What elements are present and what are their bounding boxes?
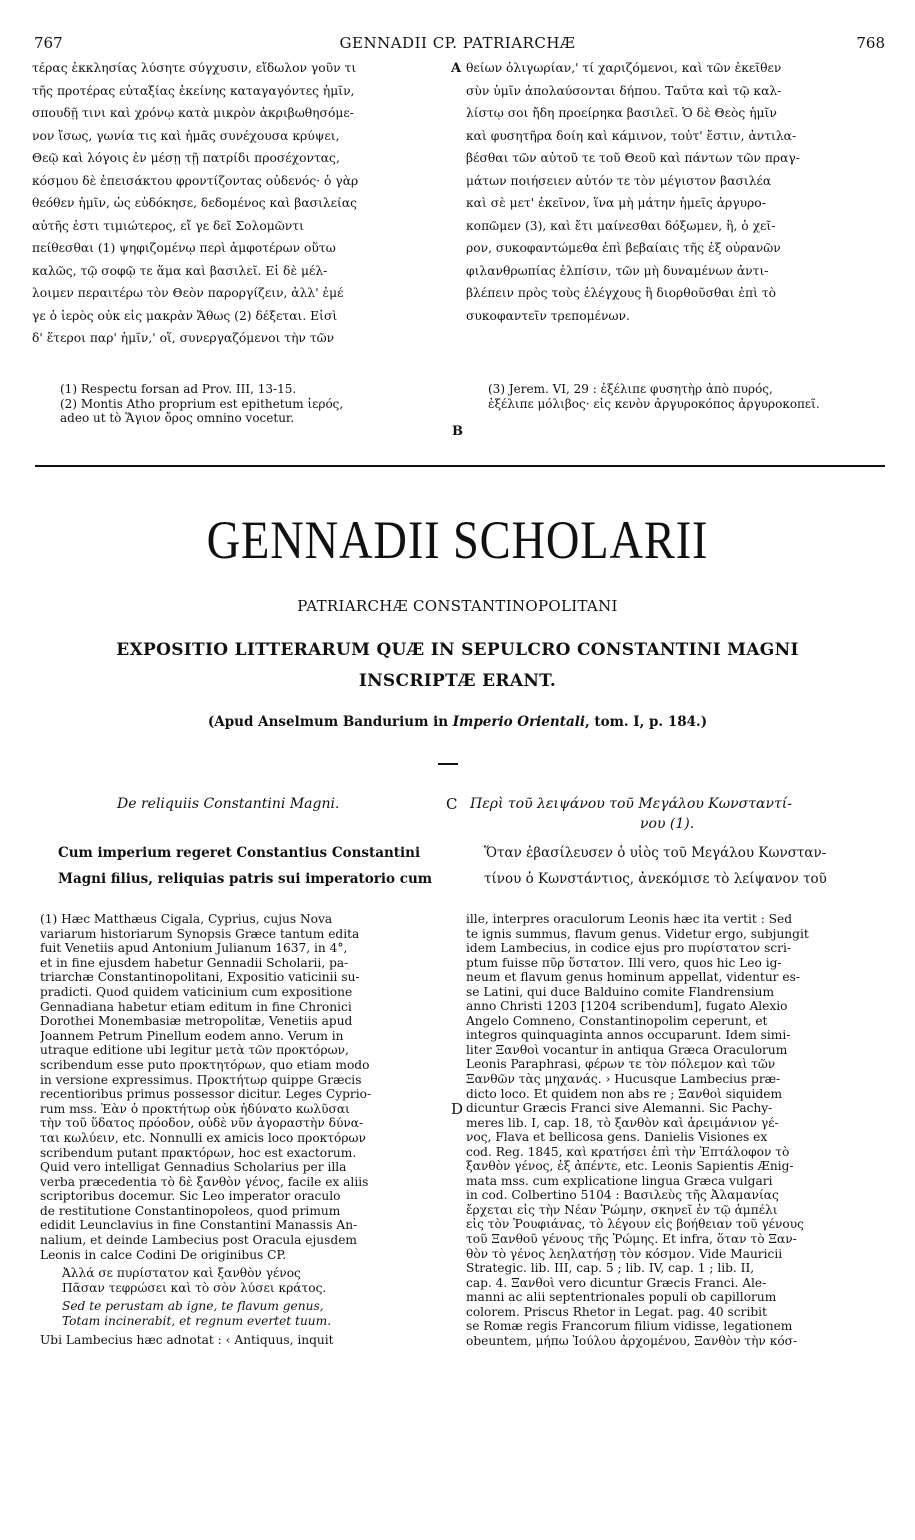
footnote-line: Quid vero intelligat Gennadius Scholarius per illa [40,1160,347,1175]
page-number-right: 768 [856,34,885,52]
footnote-line: ἐξέλιπε μόλιβος· εἰς κενὸν ἀργυροκόπος ἀργυροκοπεῖ. [488,396,820,411]
footnote-line: integros quinquaginta annos occuparunt. Idem simi- [466,1028,791,1043]
greek-section-title-cont: νου (1). [640,816,695,832]
footnote-line: se Romæ regis Francorum filium vidisse, legationem [466,1319,793,1334]
footnote-line: utraque editione ubi legitur μετὰ τῶν προκτόρων, [40,1043,349,1058]
text-line: τίνου ὁ Κωνστάντιος, ἀνεκόμισε τὸ λείψανον τοῦ [484,871,827,887]
footnote-line: nalium, et deinde Lambecius post Oracula ejusdem [40,1233,357,1248]
work-subtitle: PATRIARCHÆ CONSTANTINOPOLITANI [297,597,618,615]
footnote-line: τοῦ Ξανθοῦ γένους τῆς Ῥώμης. Et infra, ὅταν τὸ Ξαν- [466,1232,797,1247]
margin-marker-d: D [451,1100,464,1118]
footnote-line: colorem. Priscus Rhetor in Legat. pag. 40 scribit [466,1304,767,1319]
footnote-line: et in fine ejusdem habetur Gennadii Scholarii, pa- [40,955,349,970]
text-line: τῆς προτέρας εὐταξίας ἐκείνης καταγαγόντες ἡμῖν, [32,83,355,98]
text-line: Θεῷ καὶ λόγοις ἐν μέσῃ τῇ πατρίδι προσέχοντας, [32,151,340,165]
latin-section-title: De reliquiis Constantini Magni. [117,796,340,812]
text-line: γε ὁ ἱερὸς οὐκ εἰς μακρὰν Ἄθως (2) δέξεται. Εἰσὶ [32,308,338,323]
footnote-line: variarum historiarum Synopsis Græce tantum edita [40,926,360,941]
text-line: θεόθεν ἡμῖν, ὡς εὐδόκησε, δεδομένος καὶ βασιλείας [32,196,358,210]
footnote-line: (3) Jerem. VI, 29 : ἐξέλιπε φυσητὴρ ἀπὸ πυρός, [488,382,773,396]
footnote-line: mata mss. cum explicatione lingua Græca vulgari [466,1173,773,1188]
text-line: τέρας ἐκκλησίας λύσητε σύγχυσιν, εἴδωλον γοῦν τι [32,61,357,75]
footnote-line: Strategic. lib. III, cap. 5 ; lib. IV, cap. 1 ; lib. II, [466,1261,755,1276]
footnote-line: scriptoribus docemur. Sic Leo imperator oraculo [40,1189,341,1204]
greek-section-title: Περὶ τοῦ λειψάνου τοῦ Μεγάλου Κωνσταντί- [470,796,792,812]
footnote-line: de restitutione Constantinopoleos, quod primum [40,1203,341,1218]
page-number-left: 767 [34,34,63,52]
verse-line: Πᾶσαν τεφρώσει καὶ τὸ σὸν λύσει κράτος. [62,1280,327,1295]
text-line: Cum imperium regeret Constantius Constantini [58,845,421,861]
footnote-line: (2) Montis Atho proprium est epithetum ἱερός, [60,396,344,411]
footnote-line: verba præcedentia τὸ δὲ ξανθὸν γένος, facile ex aliis [40,1174,369,1189]
footnote-line: cap. 4. Ξανθοὶ vero dicuntur Græcis Franci. Ale- [466,1275,767,1290]
footnote-line: rum mss. Ἐὰν ὁ προκτήτωρ οὐκ ἠδύνατο κωλῦσαι [40,1101,350,1116]
footnote-line: (1) Hæc Matthæus Cigala, Cyprius, cujus Nova [40,912,333,926]
footnote-line: Leonis Paraphrasi, φέρων τε τὸν πόλεμον καὶ τῶν [466,1057,776,1072]
work-title: GENNADII SCHOLARII [206,510,709,570]
footnote-line: ται κωλύειν, etc. Nonnulli ex amicis loco προκτόρων [40,1130,366,1145]
footnote-line: liter Ξανθοὶ vocantur in antiqua Græca Oraculorum [466,1042,788,1057]
footnote-line: εἰς τὸν Ῥουφιάνας, τὸ λέγουν εἰς βοήθειαν τοῦ γένους [466,1217,804,1232]
latin-body [58,840,450,892]
footnote-line: idem Lambecius, in codice ejus pro πυρίστατον scri- [466,941,791,956]
footnote-line: manni ac alii septentrionales populi ob capillorum [466,1290,777,1305]
text-line: σπουδῇ τινι καὶ χρόνῳ κατὰ μικρὸν ἀκριβωθησόμε- [32,106,354,120]
text-line: καὶ σὲ μετ' ἐκεῖνον, ἵνα μὴ μάτην ἡμεῖς ἀργυρο- [466,196,766,210]
footnote-line: Dorothei Monembasiæ metropolitæ, Venetiis apud [40,1014,353,1029]
footnote-line: ptum fuisse πῦρ ὕστατον. Illi vero, quos hic Leo ig- [466,955,782,970]
text-line: συκοφαντεῖν τρεπομένων. [466,308,630,323]
top-right-column [466,57,886,327]
footnote-line: in versione expressimus. Προκτήτωρ quippe Græcis [40,1072,362,1087]
footnote-line: scribendum esse puto προκτητόρων, quo etiam modo [40,1057,370,1072]
footnote-line: anno Christi 1203 [1204 scribendum], fugato Alexio [466,999,788,1014]
footnote-line: Ubi Lambecius hæc adnotat : ‹ Antiquus, inquit [40,1332,334,1347]
footnote-line: fuit Venetiis apud Antonium Julianum 1637, in 4°, [40,941,348,956]
text-line: δ' ἕτεροι παρ' ἡμῖν,' οἵ, συνεργαζόμενοι τὴν τῶν [32,331,335,345]
text-line: βέσθαι τῶν αὐτοῦ τε τοῦ Θεοῦ καὶ πάντων τῶν πραγ- [466,151,800,165]
text-line: Magni filius, reliquias patris sui imperatorio cum [58,871,433,887]
footnote-line: triarchæ Constantinopolitani, Expositio vaticinii su- [40,970,360,985]
verse-translation-line: Totam incinerabit, et regnum evertet tuum. [62,1314,332,1329]
text-line: καλῶς, τῷ σοφῷ τε ἅμα καὶ βασιλεῖ. Εἰ δὲ μέλ- [32,263,328,278]
greek-body [484,840,888,892]
footnote-line: meres lib. I, cap. 18, τὸ ξανθὸν καὶ ἀρειμάνιον γέ- [466,1115,779,1130]
top-right-footnotes [488,382,888,411]
text-line: κόσμου δὲ ἐπεισάκτου φροντίζοντας οὐδενός· ὁ γὰρ [32,173,359,188]
work-heading-line: INSCRIPTÆ ERANT. [358,671,557,691]
footnote-line: in cod. Colbertino 5104 : Βασιλεὺς τῆς Ἀλαμανίας [466,1188,779,1203]
footnote-line: (1) Respectu forsan ad Prov. III, 13-15. [60,382,297,396]
verse-line: Ἀλλά σε πυρίστατον καὶ ξανθὸν γένος [62,1266,301,1281]
top-left-footnotes [60,382,450,426]
source-text: (Apud Anselmum Bandurium in [207,714,453,730]
footnote-line: ille, interpres oraculorum Leonis hæc ita vertit : Sed [466,912,793,926]
text-line: σὺν ὑμῖν ἀπολαύσονται δήπου. Ταῦτα καὶ τῷ καλ- [466,83,782,98]
footnote-line: neum et flavum genus hominum appellat, videntur es- [466,970,800,985]
text-line: λοιμεν περαιτέρω τὸν Θεὸν παροργίζειν, ἀλλ' ἐμέ [32,286,344,300]
footnote-line: edidit Leunclavius in fine Constantini Manassis An- [40,1218,358,1233]
text-line: μάτων ποιήσειεν αὐτόν τε τὸν μέγιστον βασιλέα [466,173,772,188]
text-line: αὐτῆς ἐστι τιμιώτερος, εἴ γε δεῖ Σολομῶντι [32,218,304,233]
footnote-line: pradicti. Quod quidem vaticinium cum expositione [40,984,353,999]
footnote-line: cod. Reg. 1845, καὶ κρατήσει ἐπὶ τὴν Ἑπτάλοφον τὸ [466,1144,790,1159]
footnote-line: τὴν τοῦ ὕδατος πρόοδον, οὐδὲ νῦν ἀγοραστὴν δύνα- [40,1116,364,1131]
footnote-line: Joannem Petrum Pinellum eodem anno. Verum in [40,1028,344,1043]
text-line: θείων ὀλιγωρίαν,' τί χαριζόμενοι, καὶ τῶν ἐκεῖθεν [466,61,782,75]
footnote-line: dicto loco. Et quidem non abs re ; Ξανθοὶ siquidem [466,1086,783,1101]
footnote-line: scribendum putant πρακτόρων, hoc est exactorum. [40,1145,357,1160]
margin-marker-b: B [452,424,463,439]
margin-marker-a: A [451,61,462,76]
footnote-line: adeo ut tò Ἅγιον ὄρος omnino vocetur. [60,411,295,425]
work-heading-line: EXPOSITIO LITTERARUM QUÆ IN SEPULCRO CONSTANTINI MAGNI [116,640,799,660]
text-line: νον ἴσως, γωνία τις καὶ ἡμᾶς συνέχουσα κρύψει, [32,128,340,143]
text-line: Ὅταν ἐβασίλευσεν ὁ υἱὸς τοῦ Μεγάλου Κωνσταν- [484,845,827,861]
footnote-line: Angelo Comneno, Constantinopolim ceperunt, et [466,1013,768,1028]
footnote-line: θὸν τὸ γένος λεηλατήσῃ τὸν κόσμον. Vide Mauricii [466,1246,783,1261]
top-left-column [32,57,450,350]
text-line: καὶ φυσητῆρα δοίη καὶ κάμινον, τοὐτ' ἔστιν, ἀντιλα- [466,128,797,143]
margin-marker-c: C [446,795,458,813]
text-line: φιλανθρωπίας ἐλπίσιν, τῶν μὴ δυναμένων ἀντι- [466,263,769,278]
source-citation [0,714,915,730]
footnote-line: Leonis in calce Codini De originibus CP. [40,1247,287,1262]
text-line: λίστῳ σοι ἤδη προείρηκα βασιλεῖ. Ὁ δὲ Θεὸς ἡμῖν [466,106,777,120]
footnote-line: obeuntem, μήπω Ἰούλου ἀρχομένου, Ξανθὸν τὴν κόσ- [466,1333,798,1348]
text-line: βλέπειν πρὸς τοὺς ἐλέγχους ἢ διορθοῦσθαι ἐπὶ τὸ [466,286,777,300]
footnote-left-column [40,912,450,1347]
running-head [30,34,885,56]
footnote-line: se Latini, qui duce Balduino comite Flandrensium [466,984,775,999]
text-line: κοπῶμεν (3), καὶ ἔτι μαίνεσθαι δόξωμεν, ἢ, ὁ χεῖ- [466,218,776,233]
text-line: πείθεσθαι (1) ψηφιζομένῳ περὶ ἀμφοτέρων οὕτω [32,241,336,255]
running-title: GENNADII CP. PATRIARCHÆ [339,34,576,52]
footnote-line: Ξανθῶν τὰς μηχανάς. › Hucusque Lambecius præ- [466,1072,781,1087]
verse-translation-line: Sed te perustam ab igne, te flavum genus, [62,1299,324,1314]
section-rule [35,465,885,467]
text-line: ρον, συκοφαντώμεθα ἐπὶ βεβαίαις τῆς ἐξ οὐρανῶν [466,241,781,255]
footnote-line: ἔρχεται εἰς τὴν Νέαν Ῥώμην, σκηνεῖ ἐν τῷ ἀμπέλι [466,1202,778,1217]
footnote-right-column [466,912,888,1348]
footnote-line: νος, Flava et bellicosa gens. Danielis Visiones ex [466,1130,768,1145]
footnote-line: ξανθὸν γένος, ἐξ ἀπέντε, etc. Leonis Sapientis Ænig- [466,1159,794,1174]
footnote-line: te ignis summus, flavum genus. Videtur ergo, subjungit [466,926,809,941]
footnote-line: recentioribus primus possessor dicitur. Leges Cyprio- [40,1087,372,1102]
footnote-line: Gennadiana habetur etiam editum in fine Chronici [40,999,352,1014]
source-text: , tom. I, p. 184.) [584,714,708,730]
source-title: Imperio Orientali [452,714,585,730]
footnote-line: dicuntur Græcis Franci sive Alemanni. Sic Pachy- [466,1101,773,1116]
ornament-dash [438,763,458,765]
